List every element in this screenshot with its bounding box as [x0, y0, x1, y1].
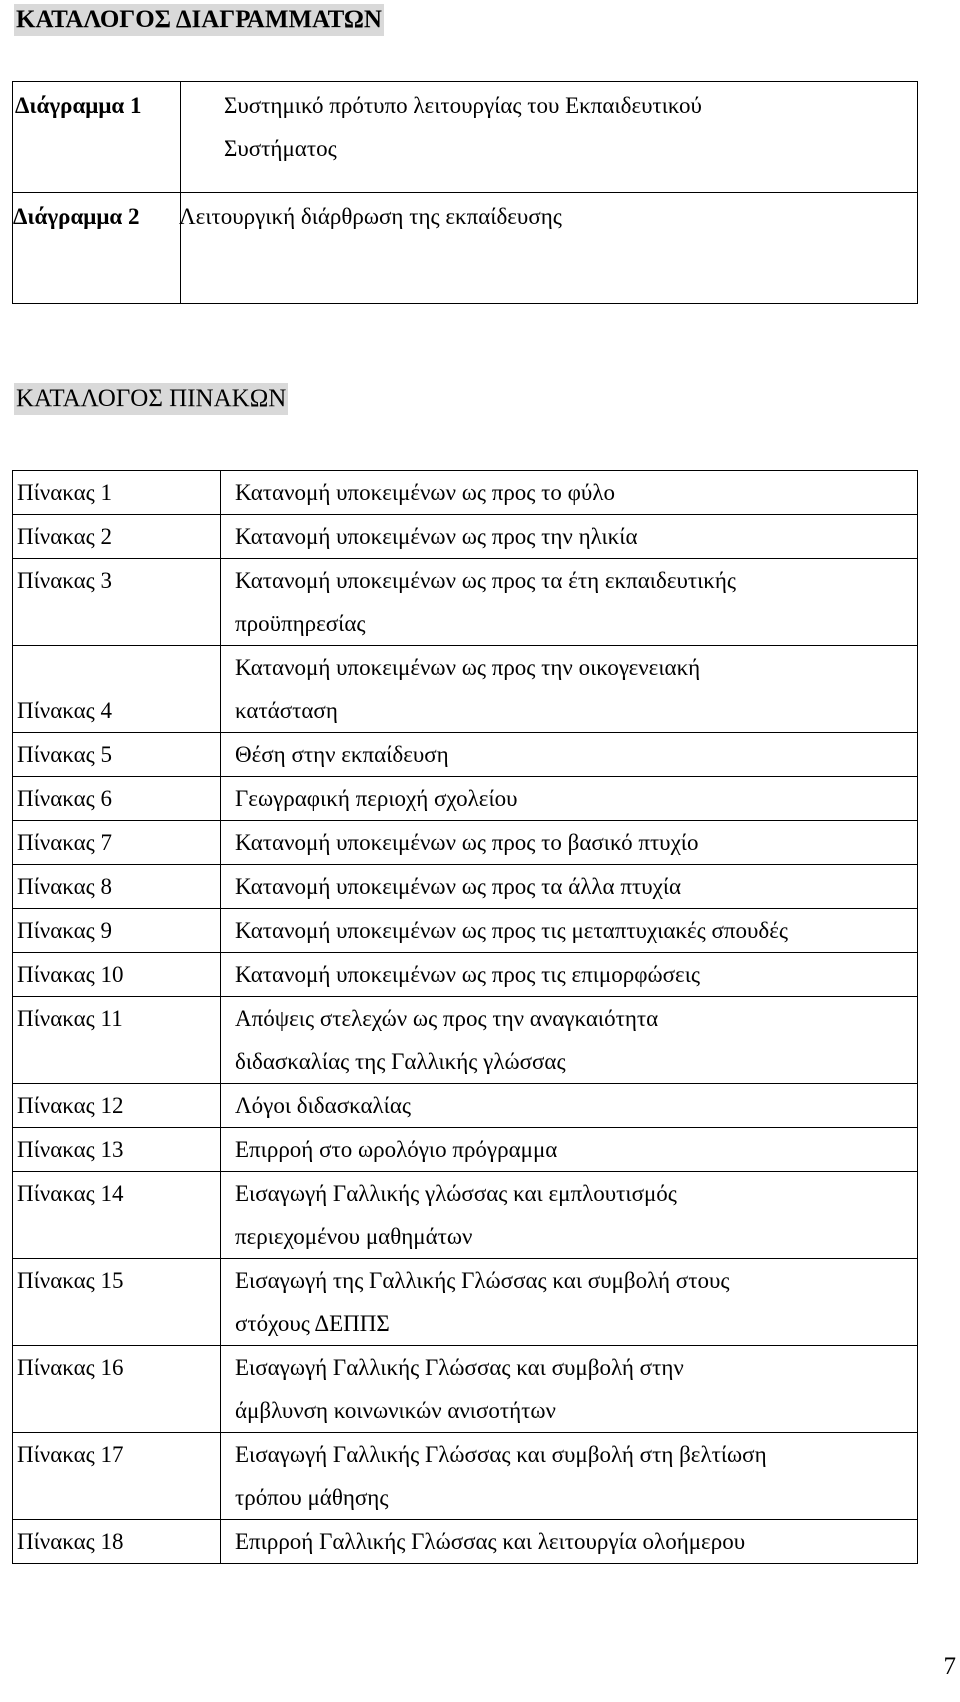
diagram-title: Συστημικό πρότυπο λειτουργίας του Εκπαιδευτικού Συστήματος: [181, 82, 918, 193]
table-title: Κατανομή υποκειμένων ως προς το βασικό πτυχίο: [221, 821, 918, 865]
diagram-title: Λειτουργική διάρθρωση της εκπαίδευσης: [181, 193, 918, 304]
table-row: [13, 953, 918, 997]
table-row: [13, 1433, 918, 1520]
table-row: [13, 1128, 918, 1172]
table-row: [13, 1259, 918, 1346]
table-title: Κατανομή υποκειμένων ως προς τις μεταπτυχιακές σπουδές: [221, 909, 918, 953]
table-label: Πίνακας 9: [13, 909, 221, 953]
table-row: [13, 1520, 918, 1564]
diagram-row: [13, 82, 918, 193]
tables-list: [12, 470, 918, 1564]
table-title: Κατανομή υποκειμένων ως προς το φύλο: [221, 471, 918, 515]
table-title: Κατανομή υποκειμένων ως προς τα άλλα πτυχία: [221, 865, 918, 909]
table-label: Πίνακας 13: [13, 1128, 221, 1172]
diagram-label: Διάγραμμα 1: [13, 82, 181, 193]
diagrams-heading: ΚΑΤΑΛΟΓΟΣ ΔΙΑΓΡΑΜΜΑΤΩΝ: [14, 4, 384, 36]
table-title: Λόγοι διδασκαλίας: [221, 1084, 918, 1128]
table-title: Γεωγραφική περιοχή σχολείου: [221, 777, 918, 821]
table-row: [13, 821, 918, 865]
table-title: Εισαγωγή Γαλλικής γλώσσας και εμπλουτισμός περιεχομένου μαθημάτων: [221, 1172, 918, 1259]
table-row: [13, 646, 918, 733]
table-label: Πίνακας 17: [13, 1433, 221, 1520]
table-row: [13, 733, 918, 777]
table-label: Πίνακας 2: [13, 515, 221, 559]
table-title: Κατανομή υποκειμένων ως προς τις επιμορφώσεις: [221, 953, 918, 997]
table-label: Πίνακας 5: [13, 733, 221, 777]
table-label: Πίνακας 15: [13, 1259, 221, 1346]
table-title: Εισαγωγή Γαλλικής Γλώσσας και συμβολή στην άμβλυνση κοινωνικών ανισοτήτων: [221, 1346, 918, 1433]
table-row: [13, 1172, 918, 1259]
table-title: Εισαγωγή Γαλλικής Γλώσσας και συμβολή στη βελτίωση τρόπου μάθησης: [221, 1433, 918, 1520]
table-label: Πίνακας 6: [13, 777, 221, 821]
table-row: [13, 1084, 918, 1128]
table-label: Πίνακας 18: [13, 1520, 221, 1564]
table-label: Πίνακας 12: [13, 1084, 221, 1128]
table-label: Πίνακας 3: [13, 559, 221, 646]
tables-heading: ΚΑΤΑΛΟΓΟΣ ΠΙΝΑΚΩΝ: [14, 383, 288, 415]
table-label: Πίνακας 16: [13, 1346, 221, 1433]
diagram-label: Διάγραμμα 2: [13, 193, 181, 304]
table-label: Πίνακας 11: [13, 997, 221, 1084]
table-row: [13, 865, 918, 909]
table-title: Απόψεις στελεχών ως προς την αναγκαιότητα διδασκαλίας της Γαλλικής γλώσσας: [221, 997, 918, 1084]
table-title: Κατανομή υποκειμένων ως προς την ηλικία: [221, 515, 918, 559]
table-label: Πίνακας 7: [13, 821, 221, 865]
table-label: Πίνακας 14: [13, 1172, 221, 1259]
table-title: Κατανομή υποκειμένων ως προς την οικογενειακή κατάσταση: [221, 646, 918, 733]
diagram-row: [13, 193, 918, 304]
page-number: 7: [943, 1653, 956, 1680]
table-title: Επιρροή Γαλλικής Γλώσσας και λειτουργία ολοήμερου: [221, 1520, 918, 1564]
table-label: Πίνακας 10: [13, 953, 221, 997]
table-row: [13, 909, 918, 953]
table-row: [13, 559, 918, 646]
table-label: Πίνακας 8: [13, 865, 221, 909]
table-label: Πίνακας 4: [13, 646, 221, 733]
table-title: Επιρροή στο ωρολόγιο πρόγραμμα: [221, 1128, 918, 1172]
table-label: Πίνακας 1: [13, 471, 221, 515]
table-title: Κατανομή υποκειμένων ως προς τα έτη εκπαιδευτικής προϋπηρεσίας: [221, 559, 918, 646]
table-row: [13, 997, 918, 1084]
table-row: [13, 1346, 918, 1433]
table-row: [13, 777, 918, 821]
table-title: Εισαγωγή της Γαλλικής Γλώσσας και συμβολή στους στόχους ΔΕΠΠΣ: [221, 1259, 918, 1346]
table-row: [13, 515, 918, 559]
table-row: [13, 471, 918, 515]
diagrams-table: [12, 81, 918, 304]
table-title: Θέση στην εκπαίδευση: [221, 733, 918, 777]
